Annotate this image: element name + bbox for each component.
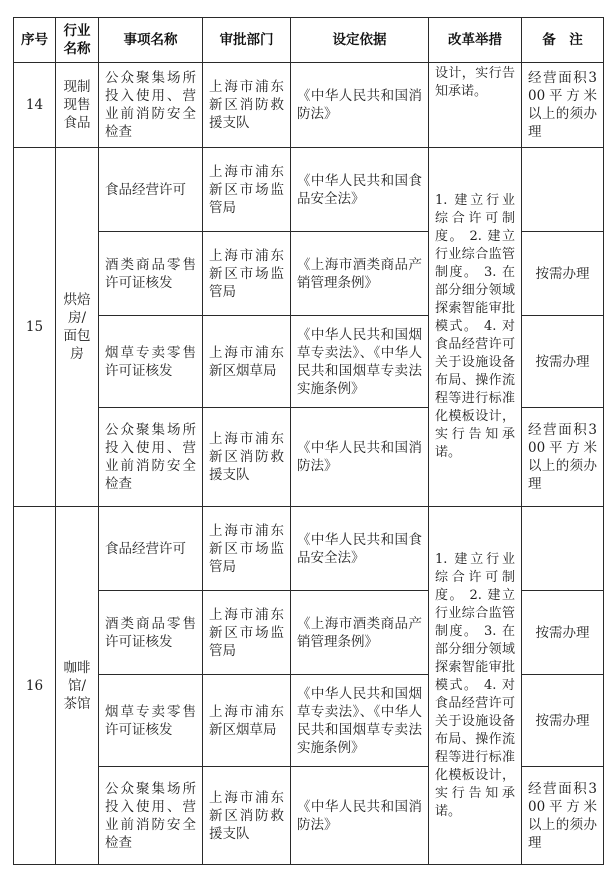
reform-cell: 1. 建立行业综合许可制度。 2. 建立行业综合监管制度。 3. 在部分细分领域探索智能审批模式。 4. 对食品经营许可关于设施设备布局、操作流程等进行标准化模板设计，实行告知承诺。 (429, 148, 522, 507)
table-row (14, 507, 604, 591)
industry-cell: 咖啡馆/茶馆 (56, 507, 99, 865)
dept-cell: 上海市浦东新区消防救援支队 (203, 408, 291, 507)
note-cell: 按需办理 (522, 232, 604, 316)
item-cell: 烟草专卖零售许可证核发 (99, 316, 203, 408)
basis-cell: 《中华人民共和国食品安全法》 (291, 148, 429, 232)
table-row (14, 63, 604, 148)
header-row (14, 18, 604, 63)
dept-cell: 上海市浦东新区市场监管局 (203, 507, 291, 591)
header-dept: 审批部门 (203, 18, 291, 63)
dept-cell: 上海市浦东新区消防救援支队 (203, 63, 291, 148)
basis-cell: 《中华人民共和国消防法》 (291, 63, 429, 148)
seq-cell: 16 (14, 507, 56, 865)
item-cell: 酒类商品零售许可证核发 (99, 232, 203, 316)
reform-cell: 1. 建立行业综合许可制度。 2. 建立行业综合监管制度。 3. 在部分细分领域探索智能审批模式。 4. 对食品经营许可关于设施设备布局、操作流程等进行标准化模板设计，实行告知承诺。 (429, 507, 522, 865)
item-cell: 烟草专卖零售许可证核发 (99, 675, 203, 767)
dept-cell: 上海市浦东新区市场监管局 (203, 591, 291, 675)
item-cell: 公众聚集场所投入使用、营业前消防安全检查 (99, 767, 203, 865)
dept-cell: 上海市浦东新区消防救援支队 (203, 767, 291, 865)
basis-cell: 《中华人民共和国烟草专卖法》、《中华人民共和国烟草专卖法实施条例》 (291, 316, 429, 408)
item-cell: 公众聚集场所投入使用、营业前消防安全检查 (99, 408, 203, 507)
dept-cell: 上海市浦东新区烟草局 (203, 316, 291, 408)
note-cell: 经营面积300平方米以上的须办理 (522, 63, 604, 148)
note-cell: 按需办理 (522, 591, 604, 675)
item-cell: 公众聚集场所投入使用、营业前消防安全检查 (99, 63, 203, 148)
basis-cell: 《上海市酒类商品产销管理条例》 (291, 591, 429, 675)
basis-cell: 《上海市酒类商品产销管理条例》 (291, 232, 429, 316)
item-cell: 食品经营许可 (99, 148, 203, 232)
note-cell: 按需办理 (522, 316, 604, 408)
note-cell: 经营面积300平方米以上的须办理 (522, 408, 604, 507)
note-cell (522, 507, 604, 591)
note-cell: 经营面积300平方米以上的须办理 (522, 767, 604, 865)
seq-cell: 14 (14, 63, 56, 148)
seq-cell: 15 (14, 148, 56, 507)
dept-cell: 上海市浦东新区烟草局 (203, 675, 291, 767)
dept-cell: 上海市浦东新区市场监管局 (203, 148, 291, 232)
approval-items-table (13, 17, 604, 865)
header-basis: 设定依据 (291, 18, 429, 63)
basis-cell: 《中华人民共和国食品安全法》 (291, 507, 429, 591)
industry-cell: 烘焙房/面包房 (56, 148, 99, 507)
item-cell: 酒类商品零售许可证核发 (99, 591, 203, 675)
note-cell (522, 148, 604, 232)
basis-cell: 《中华人民共和国消防法》 (291, 767, 429, 865)
reform-cell: 设计，实行告知承诺。 (429, 63, 522, 148)
header-item: 事项名称 (99, 18, 203, 63)
header-reform: 改革举措 (429, 18, 522, 63)
table-row (14, 148, 604, 232)
note-cell: 按需办理 (522, 675, 604, 767)
basis-cell: 《中华人民共和国消防法》 (291, 408, 429, 507)
item-cell: 食品经营许可 (99, 507, 203, 591)
header-seq: 序号 (14, 18, 56, 63)
dept-cell: 上海市浦东新区市场监管局 (203, 232, 291, 316)
header-note: 备 注 (522, 18, 604, 63)
industry-cell: 现制现售食品 (56, 63, 99, 148)
basis-cell: 《中华人民共和国烟草专卖法》、《中华人民共和国烟草专卖法实施条例》 (291, 675, 429, 767)
header-industry: 行业名称 (56, 18, 99, 63)
